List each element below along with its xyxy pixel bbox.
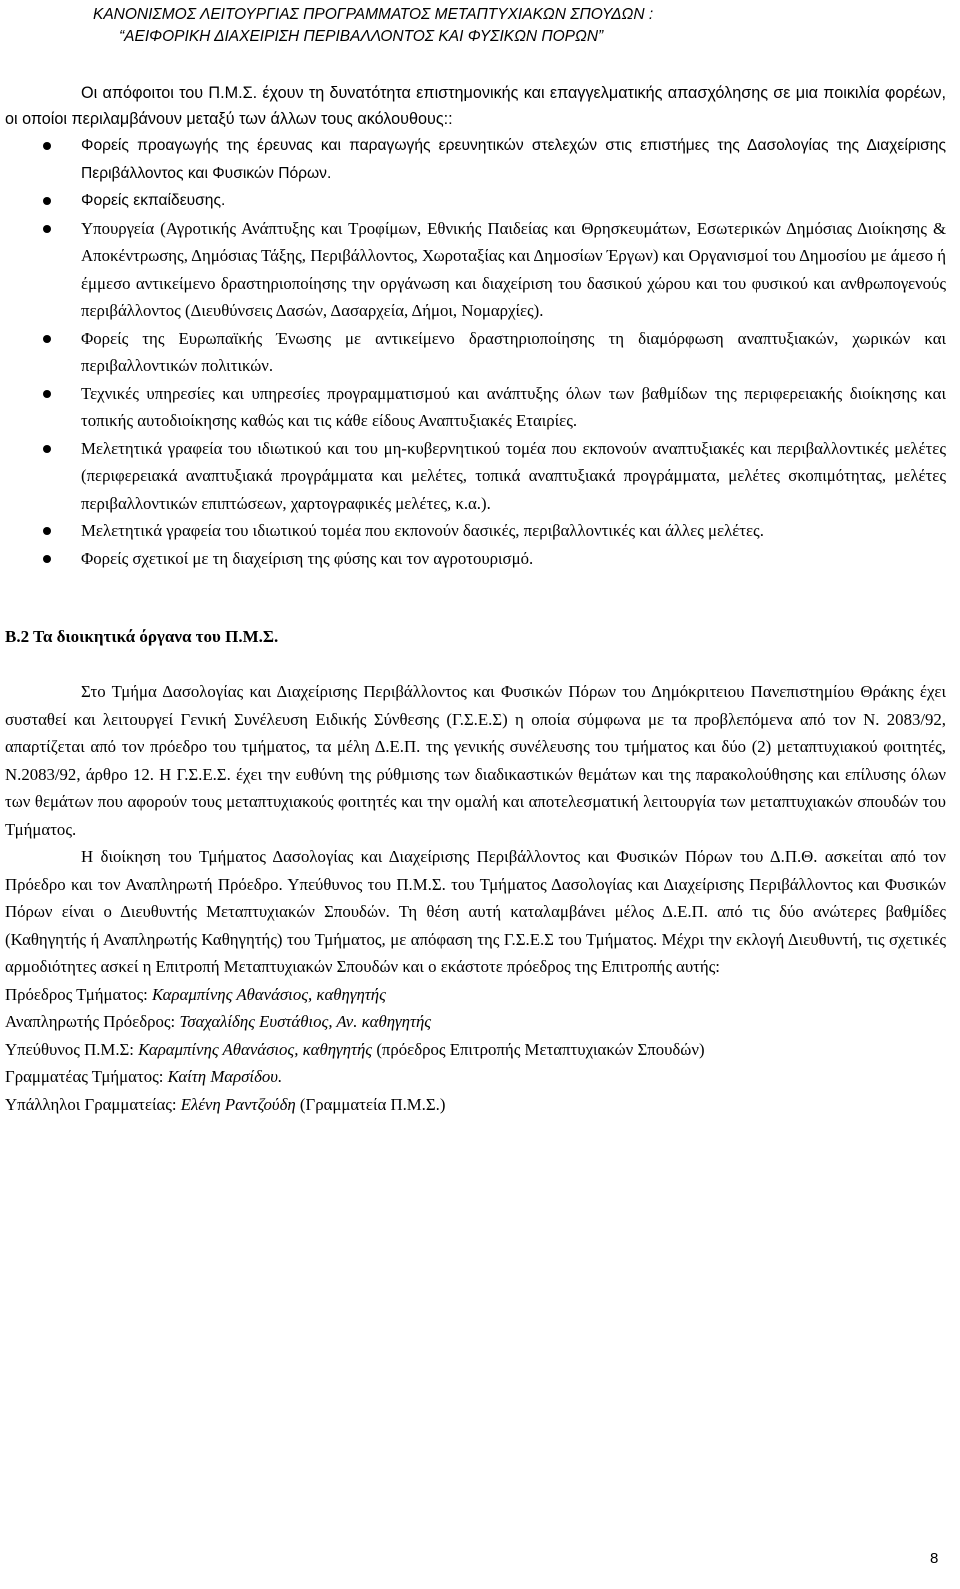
role-line [5,1063,946,1091]
bullet-icon [43,527,51,535]
role-label: Υπεύθυνος Π.Μ.Σ: [5,1039,139,1059]
bullet-icon [43,390,51,398]
list-item [5,215,946,325]
role-line [5,1008,946,1036]
role-suffix: (πρόεδρος Επιτροπής Μεταπτυχιακών Σπουδών) [372,1039,705,1059]
role-person-name: Τσαχαλίδης Ευστάθιος, Αν. καθηγητής [179,1012,432,1031]
role-line [5,1091,946,1119]
role-label: Γραμματέας Τμήματος: [5,1067,168,1086]
list-item-text: Φορείς εκπαίδευσης. [81,192,226,209]
list-item [5,132,946,187]
role-line [5,981,946,1009]
role-person-name: Καραμπίνης Αθανάσιος, καθηγητής [151,984,386,1004]
running-header-line-1: ΚΑΝΟΝΙΣΜΟΣ ΛΕΙΤΟΥΡΓΙΑΣ ΠΡΟΓΡΑΜΜΑΤΟΣ ΜΕΤΑΠΤΥΧΙΑΚΩΝ ΣΠΟΥΔΩΝ : [93,6,654,23]
role-label: Πρόεδρος Τμήματος: [5,984,152,1004]
list-item-text: Μελετητικά γραφεία του ιδιωτικού τομέα που εκπονούν δασικές, περιβαλλοντικές και άλλες μελέτες. [81,521,764,540]
role-label: Αναπληρωτής Πρόεδρος: [5,1012,180,1031]
page-content [5,80,946,1118]
bullet-icon [43,335,51,343]
role-person-name: Ελένη Ραντζούδη [180,1094,296,1114]
bullet-icon [43,555,51,563]
list-item [5,517,946,545]
running-header-line-2: “ΑΕΙΦΟΡΙΚΗ ΔΙΑΧΕΙΡΙΣΗ ΠΕΡΙΒΑΛΛΟΝΤΟΣ ΚΑΙ ΦΥΣΙΚΩΝ ΠΟΡΩΝ” [119,28,604,45]
list-item [5,545,946,573]
bullet-icon [43,225,51,233]
intro-paragraph: Οι απόφοιτοι του Π.Μ.Σ. έχουν τη δυνατότητα επιστημονικής και επαγγελματικής απασχόλησης σε μια ποικιλία φορέων, οι οποίοι περιλαμβάνουν μεταξύ των άλλων τους ακόλουθους:: [5,84,946,128]
list-item-text: Υπουργεία (Αγροτικής Ανάπτυξης και Τροφίμων, Εθνικής Παιδείας και Θρησκευμάτων, Εσωτερικών Δημόσιας Διοίκησης & Αποκέντρωσης, Δημόσιας Τάξης, Περιβάλλοντος, Χωροταξίας και Δημοσίων Έργων) και Οργανισμοί του Δημοσίου με άμεσο ή έμμεσο αντικείμενο δραστηριοποίησης την οργάνωση και διαχείριση του δασικού χώρου και του φυσικού και ανθρωπογενούς περιβάλλοντος (Διευθύνσεις Δασών, Δασαρχεία, Δήμοι, Νομαρχίες). [81,218,946,320]
role-label: Υπάλληλοι Γραμματείας: [5,1094,181,1114]
list-item-text: Φορείς σχετικοί με τη διαχείριση της φύσης και τον αγροτουρισμό. [81,548,534,568]
page-number: 8 [930,1550,939,1567]
body-paragraph-1: Στο Τμήμα Δασολογίας και Διαχείρισης Περιβάλλοντος και Φυσικών Πόρων του Δημόκριτειου Πανεπιστημίου Θράκης έχει συσταθεί και λειτουργεί Γενική Συνέλευση Ειδικής Σύνθεσης (Γ.Σ.Ε.Σ) η οποία σύμφωνα με τα προβλεπόμενα από τον Ν. 2083/92, απαρτίζεται από τον πρόεδρο του τμήματος, τα μέλη Δ.Ε.Π. της γενικής συνέλευσης του τμήματος και δύο (2) μεταπτυχιακού φοιτητές, Ν.2083/92, άρθρο 12. Η Γ.Σ.Ε.Σ. έχει την ευθύνη της ρύθμισης των διαδικαστικών θεμάτων και της παρακολούθησης και επίλυσης όλων των θεμάτων που αφορούν τους μεταπτυχιακούς φοιτητές και την ομαλή και αποτελεσματική λειτουργία των μεταπτυχιακών σπουδών του Τμήματος. [5,682,946,839]
list-item [5,435,946,518]
role-person-name: Καίτη Μαρσίδου. [167,1067,283,1086]
running-header [93,4,873,48]
list-item-text: Φορείς προαγωγής της έρευνας και παραγωγής ερευνητικών στελεχών στις επιστήμες της Δασολογίας της Διαχείρισης Περιβάλλοντος και Φυσικών Πόρων. [81,137,946,182]
list-item-text: Τεχνικές υπηρεσίες και υπηρεσίες προγραμματισμού και ανάπτυξης όλων των βαθμίδων της περιφερειακής διοίκησης και τοπικής αυτοδιοίκησης καθώς και τις κάθε είδους Αναπτυξιακές Εταιρίες. [81,383,946,430]
role-person-name: Καραμπίνης Αθανάσιος, καθηγητής [138,1039,373,1059]
list-item-text: Μελετητικά γραφεία του ιδιωτικού και του μη-κυβερνητικού τομέα που εκπονούν αναπτυξιακές και περιβαλλοντικές μελέτες (περιφερειακά αναπτυξιακά προγράμματα και μελέτες, τοπικά αναπτυξιακά προγράμματα, μελέτες σκοπιμότητας, μελέτες περιβαλλοντικών επιπτώσεων, χαρτογραφικές μελέτες, κ.α.). [81,438,946,513]
list-item [5,187,946,215]
role-line [5,1036,946,1064]
list-item [5,380,946,435]
roles-list [5,981,946,1119]
section-heading: Β.2 Τα διοικητικά όργανα του Π.Μ.Σ. [5,627,279,646]
bullet-icon [43,197,51,205]
role-suffix: (Γραμματεία Π.Μ.Σ.) [295,1094,446,1114]
list-item-text: Φορείς της Ευρωπαϊκής Ένωσης με αντικείμενο δραστηριοποίησης τη διαμόρφωση αναπτυξιακών, χωρικών και περιβαλλοντικών πολιτικών. [81,328,946,375]
bullet-icon [43,445,51,453]
employment-bullet-list [5,132,946,572]
list-item [5,325,946,380]
bullet-icon [43,142,51,150]
body-paragraph-2: Η διοίκηση του Τμήματος Δασολογίας και Διαχείρισης Περιβάλλοντος και Φυσικών Πόρων του Δ.Π.Θ. ασκείται από τον Πρόεδρο και τον Αναπληρωτή Πρόεδρο. Υπεύθυνος του Π.Μ.Σ. του Τμήματος Δασολογίας και Διαχείρισης Περιβάλλοντος και Φυσικών Πόρων είναι ο Διευθυντής Μεταπτυχιακών Σπουδών. Τη θέση αυτή καταλαμβάνει μέλος Δ.Ε.Π. από τις δύο ανώτερες βαθμίδες (Καθηγητής ή Αναπληρωτής Καθηγητής) του Τμήματος, με απόφαση της Γ.Σ.Ε.Σ του Τμήματος. Μέχρι την εκλογή Διευθυντή, τις σχετικές αρμοδιότητες ασκεί η Επιτροπή Μεταπτυχιακών Σπουδών και ο εκάστοτε πρόεδρος της Επιτροπής αυτής: [5,847,946,976]
